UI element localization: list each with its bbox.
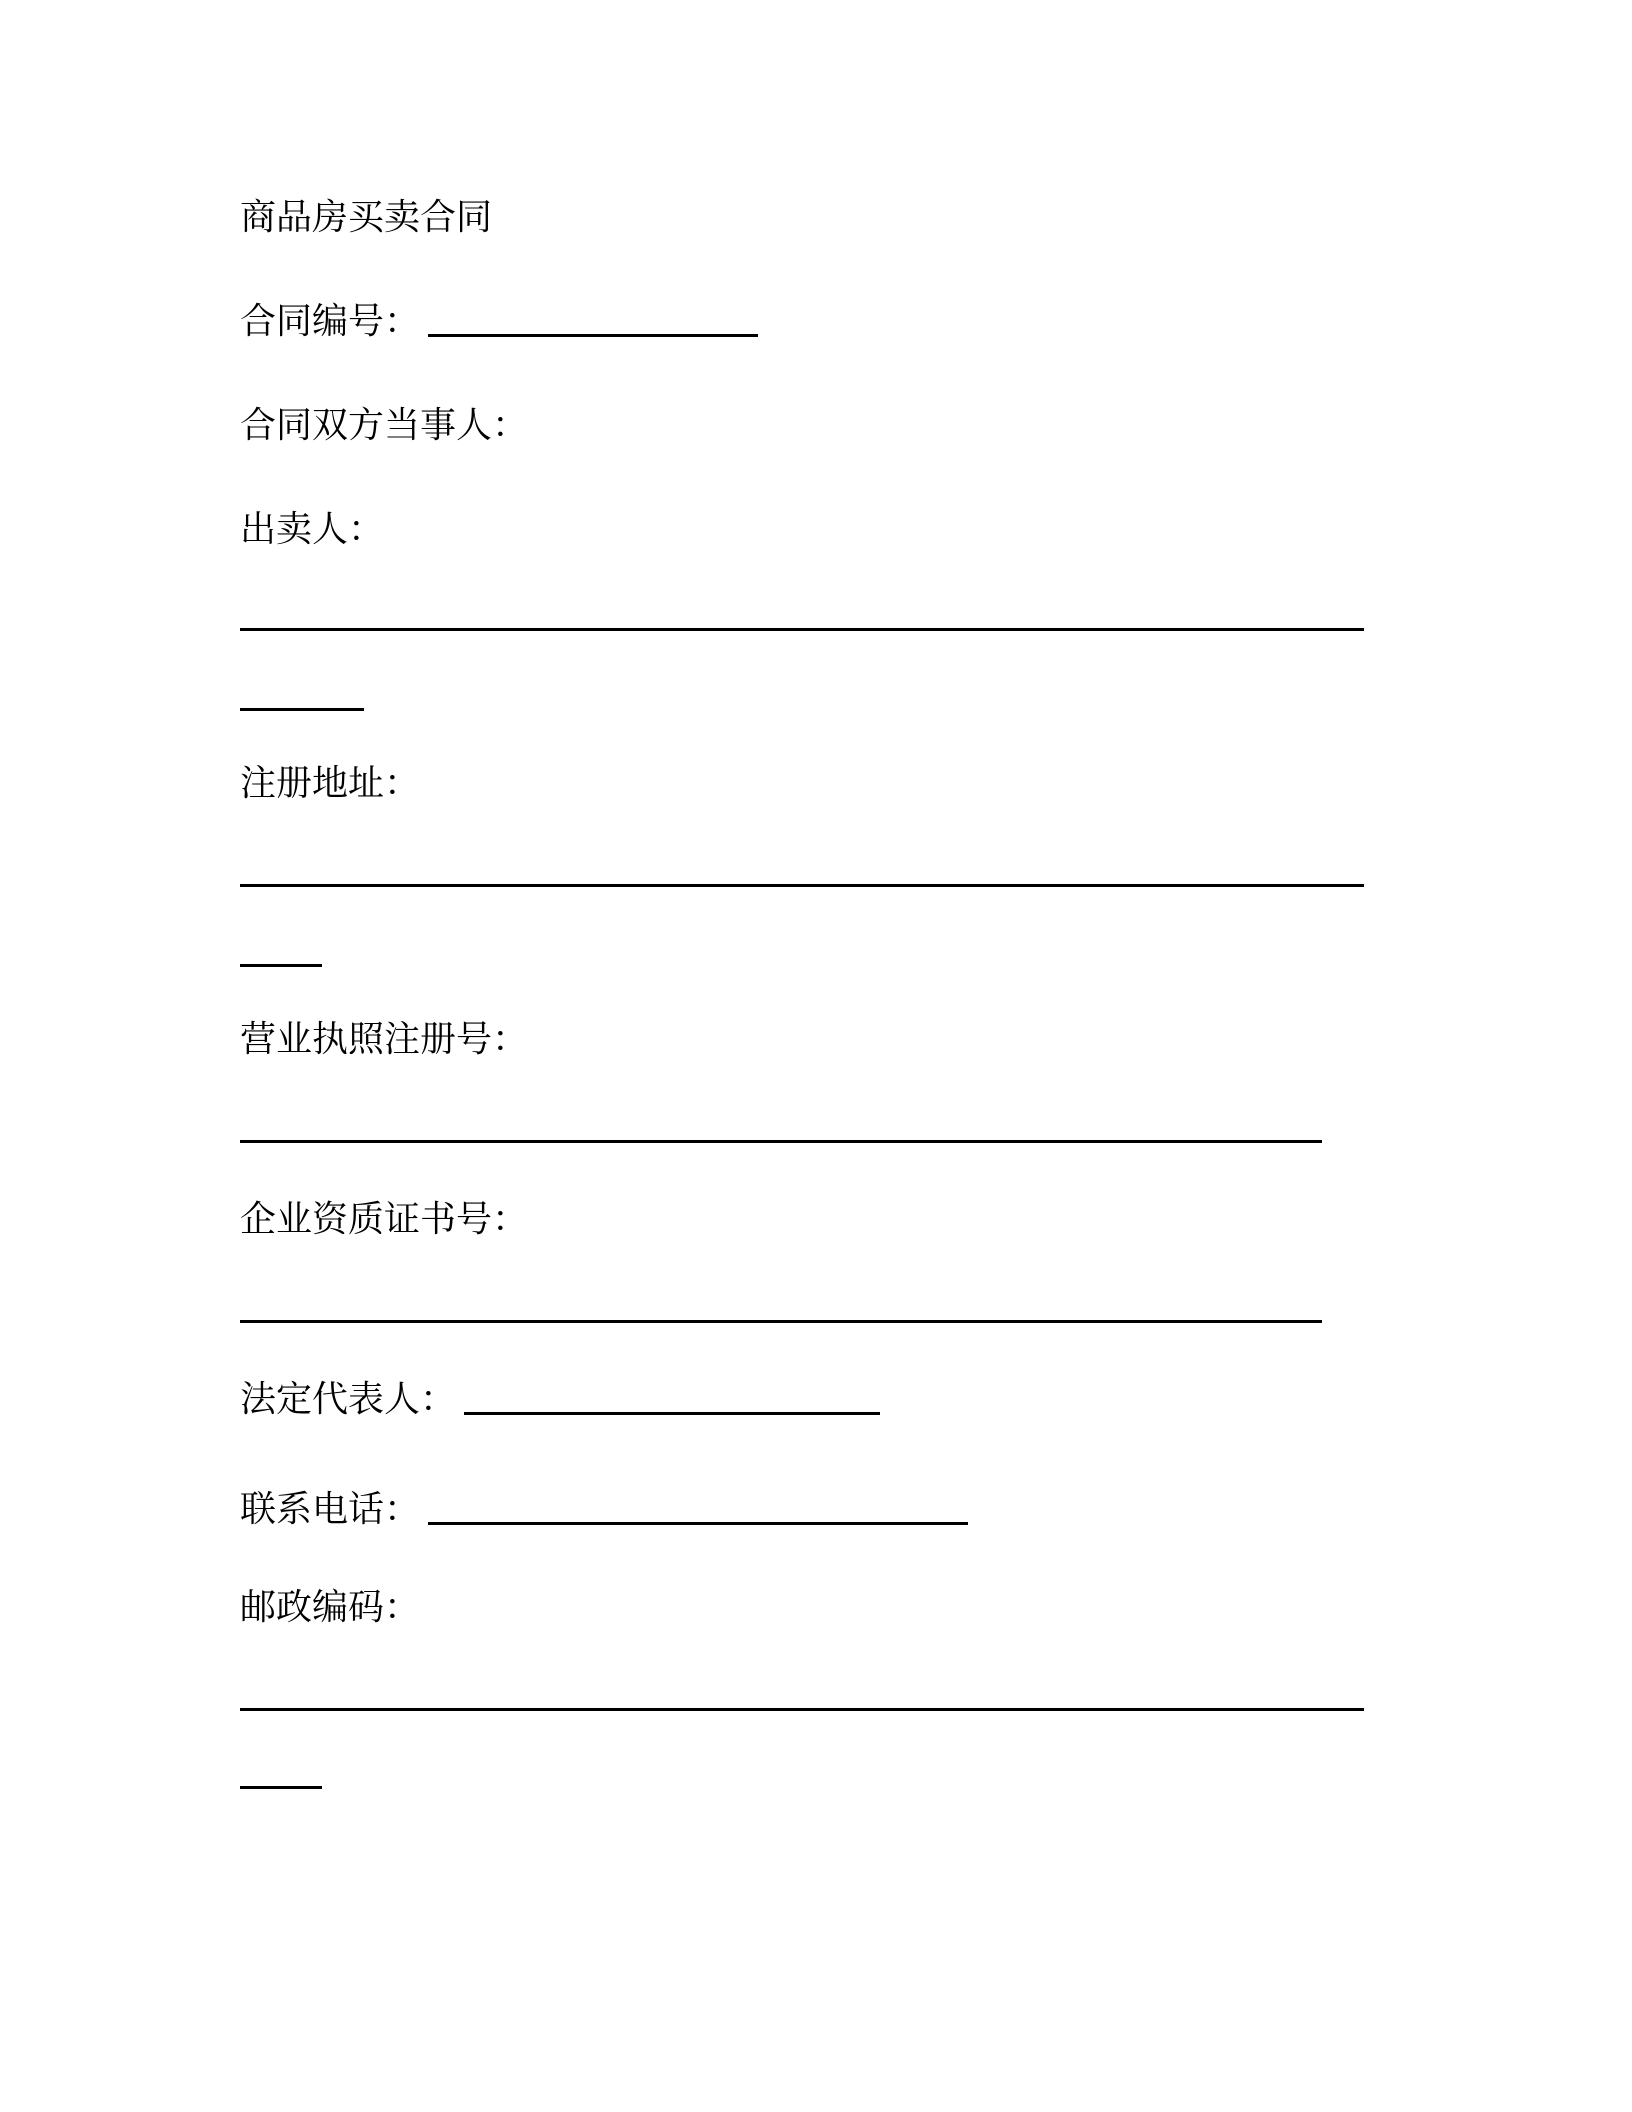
registered-address-blank-line-1 [240,848,1364,896]
seller-blank-2[interactable] [240,672,364,711]
legal-rep-line [240,1376,880,1424]
seller-label: 出卖人： [240,509,385,550]
contract-number-line [240,298,758,346]
postal-code-blank-line-1 [240,1672,1364,1720]
seller-blank-line-2 [240,672,364,720]
document-title-line [240,194,492,242]
parties-label: 合同双方当事人： [240,405,529,446]
registered-address-blank-1[interactable] [240,848,1364,887]
phone-blank[interactable] [428,1486,968,1525]
contract-number-label: 合同编号： [240,301,421,342]
qualification-cert-label: 企业资质证书号： [240,1199,529,1240]
registered-address-line [240,760,420,808]
phone-label: 联系电话： [240,1489,421,1530]
seller-blank-line-1 [240,592,1364,640]
legal-rep-blank[interactable] [464,1376,880,1415]
postal-code-blank-2[interactable] [240,1750,322,1789]
seller-blank-1[interactable] [240,592,1364,631]
business-license-label: 营业执照注册号： [240,1019,529,1060]
registered-address-label: 注册地址： [240,763,421,804]
postal-code-label: 邮政编码： [240,1587,421,1628]
postal-code-blank-1[interactable] [240,1672,1364,1711]
postal-code-blank-line-2 [240,1750,322,1798]
qualification-cert-blank-line [240,1284,1322,1332]
phone-line [240,1486,968,1534]
business-license-blank[interactable] [240,1104,1322,1143]
qualification-cert-blank[interactable] [240,1284,1322,1323]
business-license-blank-line [240,1104,1322,1152]
seller-line [240,506,384,554]
legal-rep-label: 法定代表人： [240,1379,457,1420]
parties-line [240,402,528,450]
registered-address-blank-2[interactable] [240,928,322,967]
postal-code-line [240,1584,420,1632]
business-license-line [240,1016,528,1064]
contract-number-blank[interactable] [428,298,758,337]
registered-address-blank-line-2 [240,928,322,976]
document-title: 商品房买卖合同 [240,197,493,238]
qualification-cert-line [240,1196,528,1244]
